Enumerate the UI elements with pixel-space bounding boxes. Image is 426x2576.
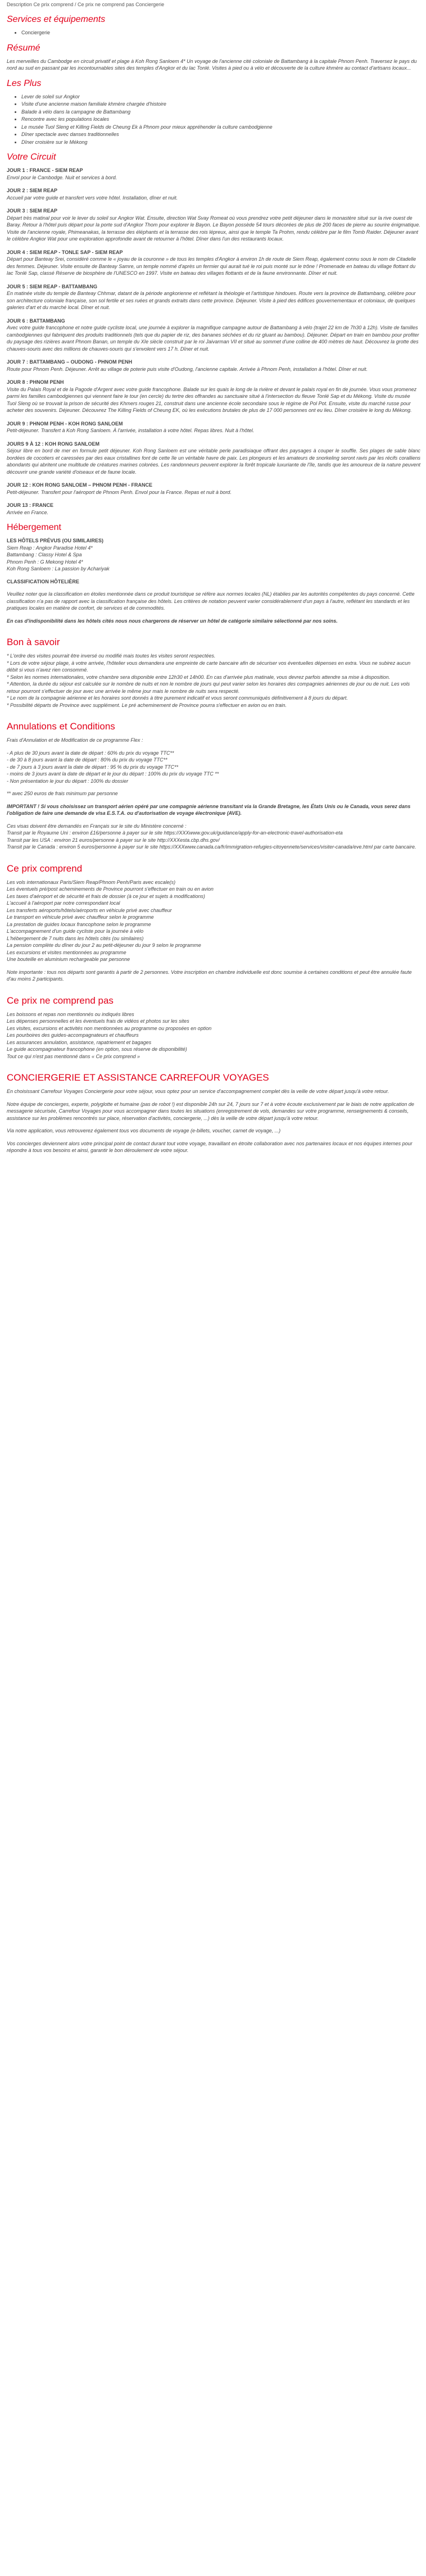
hotel-item: Phnom Penh : G Mekong Hotel 4* [7, 559, 83, 565]
circuit-title: Votre Circuit [7, 152, 56, 162]
visa-list [7, 823, 420, 851]
resume-title: Résumé [7, 43, 40, 53]
services-list [7, 29, 420, 37]
day-title: JOUR 1 : FRANCE - SIEM REAP [7, 167, 83, 173]
concierge-para: Vos concierges deviennent alors votre principal point de contact durant tout votre voyage, travaillant en étroite collaboration avec nos partenaires locaux et nos équipes internes pour répondre à tous vos besoins et ainsi, garantir le bon déroulement de votre séjour. [7, 1140, 413, 1153]
visa-line[interactable]: Transit par le Canada : environ 5 euros/personne à payer sur le site https://XXXwww.canada.ca/fr/immigration-refugies-citoyennete/services/visiter-canada/eve.html par carte bancaire. [7, 844, 416, 850]
concierge-para: Via notre application, vous retrouverez également tous vos documents de voyage (e-billets, voucher, carnet de voyage, ...) [7, 1128, 281, 1133]
day-title: JOUR 7 : BATTAMBANG – OUDONG - PHNOM PENH [7, 359, 133, 365]
day-text: Séjour libre en bord de mer en formule petit déjeuner. Koh Rong Sanloem est une véritable perle paradisiaque offrant des paysages à couper le souffle. Ses plages de sable blanc bordées de cocotiers et caressées par des eaux cristallines font de cette île un véritable havre de paix. Les plongeurs et les amateurs de snorkeling seront ravis par les récifs coralliens abondants qui abritent une multitude de créatures marines colorées. Les randonneurs peuvent explorer la forêt tropicale luxuriante de l'île, tandis que les amoureux de la nature peuvent découvrir une grande variété d'oiseaux et de faune locale. [7, 448, 420, 475]
day-title: JOUR 12 : KOH RONG SANLOEM – PHNOM PENH - FRANCE [7, 482, 153, 488]
comprend-title: Ce prix comprend [7, 863, 83, 874]
hotel-list [7, 537, 420, 573]
ne-comprend-item: Les dépenses personnelles et les éventuels frais de vidéos et photos sur les sites [7, 1018, 189, 1024]
day-text: Arrivée en France. [7, 509, 49, 515]
visa-line[interactable]: Transit par les USA : environ 21 euros/personne à payer sur le site http://XXXesta.cbp.dhs.gov/ [7, 837, 220, 843]
day-text: Petit-déjeuner. Transfert à Koh Rong Sanloem. À l'arrivée, installation à votre hôtel. Repas libres. Nuit à l'hôtel. [7, 428, 255, 433]
plus-item: • Visite d'une ancienne maison familiale khmère chargée d'histoire [21, 101, 420, 108]
day-text: Route pour Phnom Penh. Déjeuner. Arrêt au village de poterie puis visite d'Oudong, l'ancienne capitale. Arrivée à Phnom Penh, installation à l'hôtel. Dîner et nuit. [7, 366, 368, 372]
itinerary [7, 167, 420, 516]
hebergement-title: Hébergement [7, 523, 61, 532]
comprend-item: La pension complète du dîner du jour 2 au petit-déjeuner du jour 9 selon le programme [7, 942, 201, 948]
day-text: Petit-déjeuner. Transfert pour l'aéroport de Phnom Penh. Envol pour la France. Repas et nuit à bord. [7, 489, 232, 495]
fee-line: - de 7 jours à 3 jours avant la date de départ : 95 % du prix du voyage TTC** [7, 764, 179, 770]
visa-line[interactable]: Transit par le Royaume Uni : environ £16/personne à payer sur le site https://XXXwww.gov.uk/guidance/apply-for-an-electronic-travel-authorisation-eta [7, 830, 343, 836]
ne-comprend-item: Le guide accompagnateur francophone (en option, sous réserve de disponibilité) [7, 1046, 187, 1052]
day-text: Accueil par votre guide et transfert vers votre hôtel. Installation, dîner et nuit. [7, 194, 178, 201]
comprend-item: L'accueil à l'aéroport par notre correspondant local [7, 900, 120, 906]
day-title: JOUR 8 : PHNOM PENH [7, 379, 64, 385]
comprend-item: Les excursions et visites mentionnées au programme [7, 949, 126, 955]
product-description [0, 0, 426, 1165]
day-title: JOUR 3 : SIEM REAP [7, 208, 58, 214]
info-line: * Attention, la durée du séjour est calculée sur le nombre de nuits et non le nombre de jours qui peut varier selon les horaires des compagnies aériennes de jour ou de nuit. Les vols retour pourront s'effectuer de jour avec une arrivée le même jour mais le nombre de nuits sera respecté. [7, 681, 410, 694]
fee-line: - de 30 à 8 jours avant la date de départ : 80% du prix du voyage TTC** [7, 757, 167, 763]
day-title: JOUR 9 : PHNOM PENH - KOH RONG SANLOEM [7, 420, 123, 427]
visa-important: IMPORTANT ! Si vous choisissez un transport aérien opéré par une compagnie aérienne transitant via la Grande Bretagne, les États Unis ou le Canada, vous serez dans l'obligation de faire une demande de visa E.S.T.A. ou d'autorisation de voyage électronique (AVE). [7, 803, 411, 816]
conciergerie-title: CONCIERGERIE ET ASSISTANCE CARREFOUR VOYAGES [7, 1072, 269, 1083]
info-line: * Lors de votre séjour plage, à votre arrivée, l'hôtelier vous demandera une empreinte de carte bancaire afin de sécuriser vos éventuelles dépenses en extra. Vous ne subirez aucun débit si vous n'avez rien consommé. [7, 660, 411, 673]
day-title: JOURS 9 À 12 : KOH RONG SANLOEM [7, 441, 100, 447]
services-item: • Conciergerie [21, 29, 420, 37]
plus-item: • Dîner croisière sur le Mékong [21, 139, 420, 146]
classification-block [7, 578, 420, 586]
info-line: * Selon les normes internationales, votre chambre sera disponible entre 12h30 et 14h00. En cas d'arrivée plus matinale, vous devrez parfois attendre sa mise à disposition. [7, 674, 391, 680]
plus-title: Les Plus [7, 78, 42, 88]
plus-item: • Dîner spectacle avec danses traditionnelles [21, 131, 420, 138]
plus-list [7, 93, 420, 146]
classification-text: Veuillez noter que la classification en étoiles mentionnée dans ce produit touristique se réfère aux normes locales (NL) établies par les autorités compétentes du pays concerné. Cette classification n'a pas de rapport avec la classification française des hôtels. Les critères de notation peuvent varier considérablement d'un pays à l'autre, reflétant les standards et les pratiques locales en matière de confort, de services et de commodités. [7, 591, 415, 611]
day-title: JOUR 6 : BATTAMBANG [7, 318, 65, 324]
info-line: * Possibilité départs de Province avec supplément. Le pré acheminement de Province pourra s'effectuer en avion ou en train. [7, 702, 287, 708]
day-text: Visite du Palais Royal et de la Pagode d'Argent avec votre guide francophone. Balade sur les quais le long de la rivière et devant le palais royal en fin de journée. Vous vous promenez parmi les familles cambodgiennes qui viennent faire le tour (en cercle) du tertre des offrandes au sanctuaire situé à l'intersection du fleuve Tonlé Sap et du Mékong. Visite du musée Tuol Sleng où se trouvait la prison de sécurité des Khmers rouges 21, construit dans une ancienne école secondaire sous le régime de Pol Pot. Ensuite, visite du marché russe pour acheter des souvenirs. Déjeuner. Découvrez The Killing Fields of Cheung EK, où les exécutions brutales de plus de 17 000 personnes ont eu lieu. Dîner croisière le long du Mékong. [7, 386, 417, 413]
annulations-title: Annulations et Conditions [7, 721, 115, 732]
day-title: JOUR 5 : SIEM REAP - BATTAMBANG [7, 283, 98, 289]
concierge-para: En choisissant Carrefour Voyages Conciergerie pour votre séjour, vous optez pour un service d'accompagnement complet dès la veille de votre départ jusqu'à votre retour. [7, 1089, 389, 1094]
hotel-item: Siem Reap : Angkor Paradise Hotel 4* [7, 545, 93, 551]
ne-comprend-title: Ce prix ne comprend pas [7, 995, 114, 1006]
ne-comprend-item: Tout ce qui n'est pas mentionné dans « Ce prix comprend » [7, 1053, 141, 1059]
day-title: JOUR 13 : FRANCE [7, 502, 54, 508]
comprend-item: L'hébergement de 7 nuits dans les hôtels cités (ou similaires) [7, 935, 144, 941]
comprend-item: Les éventuels pré/post acheminements de Province pourront s'effectuer en train ou en avion [7, 886, 214, 892]
comprend-item: Le transport en véhicule privé avec chauffeur selon le programme [7, 914, 154, 920]
day-text: Avec votre guide francophone et notre guide cycliste local, une journée à explorer la magnifique campagne autour de Battambang à vélo (trajet 22 km de 7h30 à 12h). Visite de familles cambodgiennes qui fabriquent des produits traditionnels (tels que du papier de riz, des bananes séchées et du riz gluant au bambou). Déjeuner. Départ en train en bambou pour profiter du paysage des rizières avant Phnom Banan, un temple du XIe siècle construit par le roi Jaivarman VII et situé au sommet d'une colline de 400 mètres de haut. Découvrez la grotte des chauves-souris avec des millions de chauves-souris qui s'envolent vers 17 h. Dîner et nuit. [7, 325, 419, 352]
classification-title: CLASSIFICATION HÔTELIÈRE [7, 578, 79, 584]
hotel-item: Battambang : Classy Hotel & Spa [7, 552, 82, 557]
hotel-item: Koh Rong Sanloem : La passion by Achariyak [7, 566, 110, 572]
fee-line: - Non présentation le jour du départ : 100% du dossier [7, 778, 129, 784]
ne-comprend-list [7, 1011, 420, 1060]
day-text: En matinée visite du temple de Banteay Chhmar, datant de la période angkorienne et reflétant la théologie et l'artistique hindoues. Route vers la province de Battambang, célèbre pour son architecture coloniale française, son sol fertile et ses ruées et grands extraits dans cette province. Déjeuner. Visite à pied des édifices gouvernementaux et coloniaux, de quelques galeries d'art et du marché local. Dîner et nuit. [7, 291, 416, 310]
ne-comprend-item: Les pourboires des guides-accompagnateurs et chauffeurs [7, 1032, 139, 1038]
info-line: * Le nom de la compagnie aérienne et les horaires sont donnés à titre purement indicatif et vous seront communiqués définitivement à 8 jours du départ. [7, 695, 348, 701]
comprend-item: L'accompagnement d'un guide cycliste pour la journée à vélo [7, 928, 144, 934]
ne-comprend-item: Les visites, excursions et activités non mentionnées au programme ou proposées en option [7, 1025, 212, 1031]
departure-note: Note importante : tous nos départs sont garantis à partir de 2 personnes. Votre inscription en chambre individuelle est donc soumise à certaines conditions et peut être annulée faute d'au moins 2 participants. [7, 969, 412, 982]
indisponibilite-note: En cas d'indisponibilité dans les hôtels cités nous nous chargerons de réserver un hôtel de catégorie similaire sélectionné par nos soins. [7, 618, 338, 624]
plus-item: • Rencontre avec les populations locales [21, 116, 420, 123]
fee-line: - A plus de 30 jours avant la date de départ : 60% du prix du voyage TTC** [7, 750, 174, 756]
day-text: Départ très matinal pour voir le lever du soleil sur Angkor Wat. Ensuite, direction Wat Svay Romeat où vous prendrez votre petit déjeuner dans le monastère situé sur la rive ouest de Baray. Retour à l'hôtel puis départ pour la porte sud d'Angkor Thom pour explorer le Bayon. Le Bayon possède 54 tours décorées de plus de 200 faces de pierre au sourire énigmatique. Visite de l'ancienne royale, Phimeanakas, la terrasse des éléphants et la terrasse des rois lépreux, ainsi que le temple Ta Prohm, rendu célèbre par le film Tomb Raider. Déjeuner avant le célèbre Angkor Wat pour une exploration approfondie avant de retourner à l'hôtel. Dîner dans l'un des restaurants locaux. [7, 215, 420, 242]
hotels-heading: LES HÔTELS PRÉVUS (OU SIMILAIRES) [7, 538, 104, 543]
annulations-list [7, 750, 420, 785]
fee-line: - moins de 3 jours avant la date de départ et le jour du départ : 100% du prix du voyage TTC ** [7, 771, 219, 777]
day-text: Départ pour Banteay Srei, considéré comme le « joyau de la couronne » de tous les temples d'Angkor à environ 1h de route de Siem Reap, également connu sous le nom de Citadelle des femmes. Déjeuner. Visite ensuite de Banteay Samre, un temple nommé d'après un fermier qui aurait tué le roi puis monté sur le trône ! Promenade en bateau du village flottant du lac Tonlé Sap, classé Réserve de biosphère de l'UNESCO en 1997. Visite en bateau des villages flottants et de la faune environnante. Dîner et nuit. [7, 256, 416, 276]
plus-item: • Le musée Tuol Sleng et Killing Fields de Cheung Ek à Phnom pour mieux appréhender la culture cambodgienne [21, 124, 420, 131]
plus-item: • Lever de soleil sur Angkor [21, 93, 420, 101]
services-title: Services et équipements [7, 15, 106, 24]
comprend-list [7, 879, 420, 963]
bon-a-savoir-title: Bon à savoir [7, 637, 60, 647]
visa-intro: Ces visas doivent être demandés en Français sur le site du Ministère concerné : [7, 823, 187, 829]
day-text: Envol pour le Cambodge. Nuit et services à bord. [7, 174, 117, 180]
annulations-intro: Frais d'Annulation et de Modification de ce programme Flex : [7, 737, 143, 743]
info-line: * L'ordre des visites pourrait être inversé ou modifié mais toutes les visites seront respectées. [7, 653, 216, 659]
day-title: JOUR 4 : SIEM REAP - TONLE SAP - SIEM REAP [7, 249, 123, 255]
comprend-item: Les transferts aéroports/hôtels/aéroports en véhicule privé avec chauffeur [7, 907, 172, 913]
bon-a-savoir-list [7, 652, 420, 709]
ne-comprend-item: Les assurances annulation, assistance, rapatriement et bagages [7, 1039, 152, 1045]
ne-comprend-item: Les boissons et repas non mentionnés ou indiqués libres [7, 1011, 134, 1017]
annulations-minimum: ** avec 250 euros de frais minimum par personne [7, 791, 118, 796]
plus-item: • Balade à vélo dans la campagne de Battambang [21, 108, 420, 116]
comprend-item: Les vols internationaux Paris/Siem Reap/Phnom Penh/Paris avec escale(s) [7, 879, 176, 885]
comprend-item: Les taxes d'aéroport et de sécurité et frais de dossier (à ce jour et sujets à modifications) [7, 893, 205, 899]
comprend-item: Une bouteille en aluminium rechargeable par personne [7, 956, 130, 962]
concierge-para: Notre équipe de concierges, experte, polyglotte et humaine (pas de robot !) est disponible 24h sur 24, 7 jours sur 7 et à votre écoute exclusivement par le biais de notre application de messagerie sécurisée, Carrefour Voyages pour vous accompagner dans toutes les situations (enregistrement de vols, demandes sur votre programme, renseignements & conseils, assistance sur les problèmes rencontrés sur place, réservation d'activités, conciergerie, ...) dès la veille de votre départ jusqu'à votre retour. [7, 1101, 414, 1121]
resume-text: Les merveilles du Cambodge en circuit privatif et plage à Koh Rong Sanloem 4* Un voyage de l'ancienne cité coloniale de Battambang à la capitale Phnom Penh. Traversez le pays du nord au sud en passant par les incontournables sites des temples d'Angkor et du lac Tonlé. Visites à pied ou à vélo et découverte de la culture khmère au contact d'artisans locaux... [7, 58, 417, 71]
tab-links[interactable]: Description Ce prix comprend / Ce prix ne comprend pas Conciergerie [7, 2, 165, 7]
comprend-item: La prestation de guides locaux francophone selon le programme [7, 921, 151, 927]
day-title: JOUR 2 : SIEM REAP [7, 188, 58, 193]
